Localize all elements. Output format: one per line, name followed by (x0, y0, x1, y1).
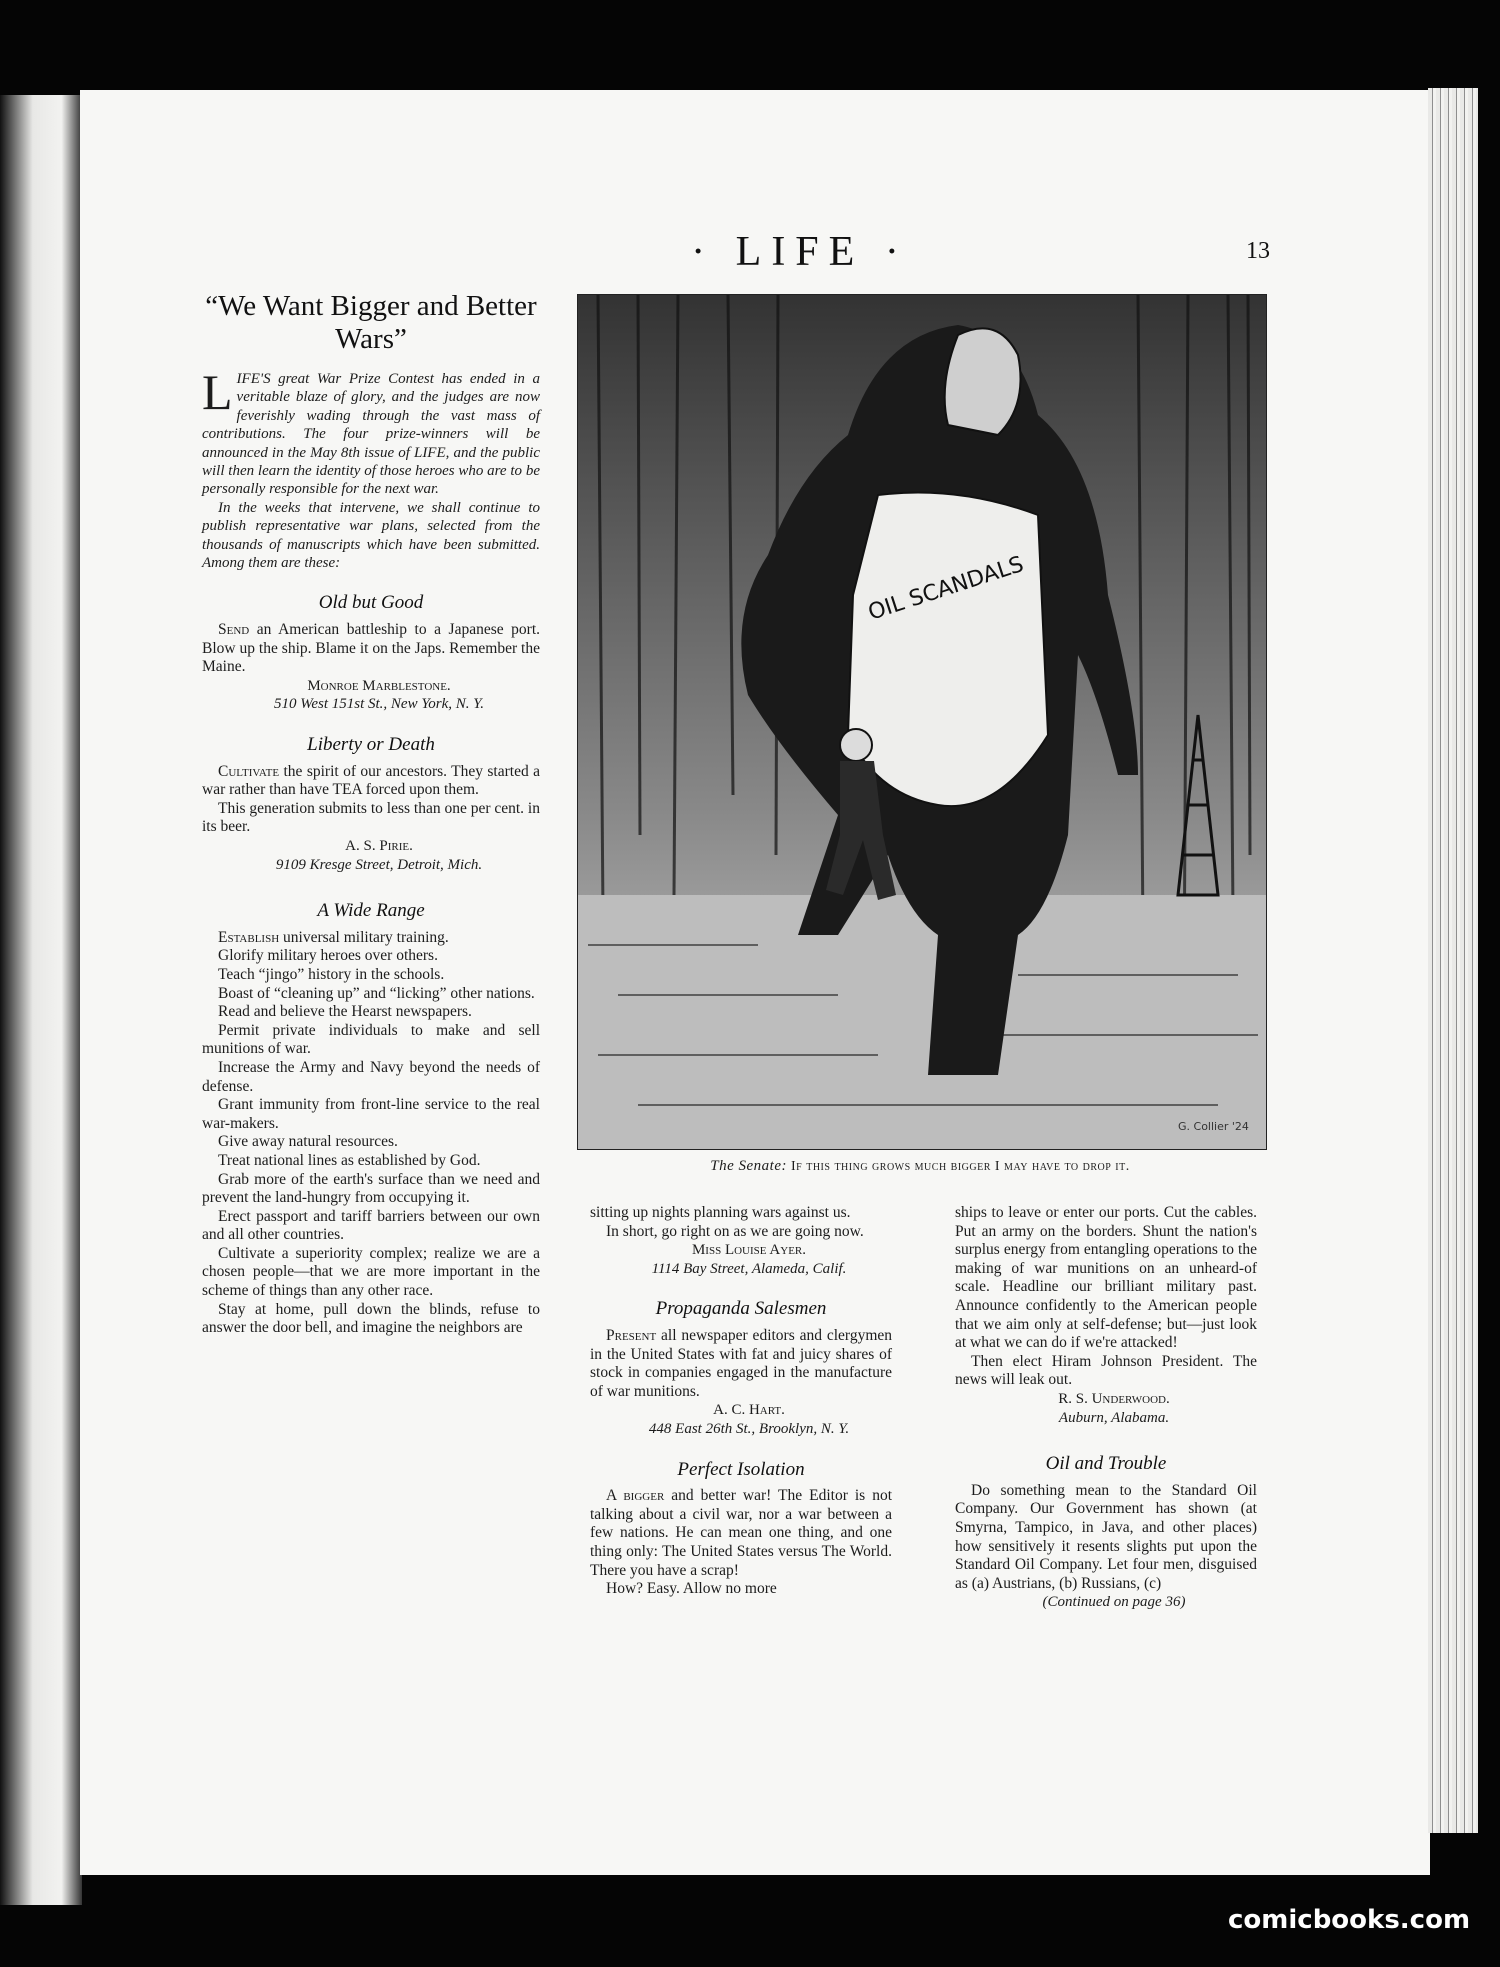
author-ayer: Miss Louise Ayer. (691, 1242, 807, 1259)
heading-wide-range: A Wide Range (317, 900, 425, 922)
apron-text: OIL SCANDALS (865, 551, 1027, 626)
masthead: · LIFE · (691, 229, 909, 275)
author-pirie: A. S. Pirie. (345, 838, 413, 854)
continued-note: (Continued on page 36) (1042, 1594, 1186, 1611)
address-pirie: 9109 Kresge Street, Detroit, Mich. (275, 856, 483, 873)
entry-wide-range-line: Treat national lines as established by God. (218, 1151, 481, 1169)
entry-liberty-body-2: This generation submits to less than one per cent. in its beer. (202, 799, 540, 836)
left-page-edge (0, 95, 82, 1905)
cartoon-drawing (578, 295, 1266, 1149)
entry-wide-range-line: Glorify military heroes over others. (218, 947, 438, 965)
entry-liberty-or-death: Cultivate the spirit of our ancestors. They started a war rather than have TEA forced upon them. (202, 762, 540, 799)
caption-text: If this thing grows much bigger I may have to drop it. (791, 1159, 1130, 1174)
entry-wide-range-line: Boast of “cleaning up” and “licking” other nations. (218, 984, 535, 1002)
page-number: 13 (1246, 238, 1270, 264)
entry-isolation: A bigger and better war! The Editor is not talking about a civil war, nor a war between a few nations. He can mean one thing, and one thing only: The United States versus The World. There you have a scrap! (590, 1487, 893, 1579)
intro-paragraph: LIFE'S great War Prize Contest has ended in a veritable blaze of glory, and the judges are now feverishly wading through the vast mass of contributions. The four prize-winners will be announced in the May 8th issue of LIFE, and the public will then learn the identity of those heroes who are to be personally responsible for the next war. (202, 364, 540, 498)
caption-speaker: The Senate: (710, 1158, 787, 1174)
author-marblestone: Monroe Marblestone. (307, 677, 451, 694)
entry-isolation-2: How? Easy. Allow no more (606, 1580, 777, 1598)
middle-column (590, 1204, 892, 1599)
entry-wide-range-line: Read and believe the Hearst newspapers. (218, 1003, 472, 1021)
cartoon-illustration (577, 294, 1267, 1150)
entry-oil-trouble: Do something mean to the Standard Oil Company. Our Government has shown (at Smyrna, Tampico, in Java, and other places) how sensitively it resents slights put upon the Standard Oil Company. Let four men, disguised as (a) Austrians, (b) Russians, (c) (955, 1481, 1257, 1592)
heading-isolation: Perfect Isolation (677, 1458, 805, 1480)
entry-wide-range-line: Give away natural resources. (218, 1133, 398, 1151)
entry-wide-range-line: Establish universal military training. (218, 928, 449, 946)
entry-old-but-good: Send an American battleship to a Japanese port. Blow up the ship. Blame it on the Japs. Remember the Maine. (202, 621, 540, 676)
entry-propaganda: Present all newspaper editors and clergymen in the United States with fat and juicy shares of stock in companies engaged in the manufacture of war munitions. (590, 1326, 892, 1400)
heading-liberty-or-death: Liberty or Death (307, 734, 435, 756)
entry-wide-range-line: Stay at home, pull down the blinds, refuse to answer the door bell, and imagine the neighbors are (202, 1300, 540, 1337)
address-marblestone: 510 West 151st St., New York, N. Y. (273, 696, 485, 713)
entry-isolation-cont: ships to leave or enter our ports. Cut the cables. Put an army on the borders. Shunt the nation's surplus energy from entangling operations to the making of war munitions on an unheard-of scale. Headline our brilliant military past. Announce confidently to the American people that we aim only at self-defense; but—just look at what we can do if we're attacked! (955, 1204, 1257, 1352)
entry-wide-range-line: Grab more of the earth's surface than we need and prevent the land-hungry from occupying it. (202, 1170, 540, 1207)
entry-wide-range-cont: sitting up nights planning wars against us. (590, 1204, 851, 1221)
intro-paragraph-2: In the weeks that intervene, we shall continue to publish representative war plans, selected from the thousands of manuscripts which have been submitted. Among them are these: (202, 499, 540, 572)
drop-cap: L (202, 364, 233, 420)
address-ayer: 1114 Bay Street, Alameda, Calif. (651, 1260, 847, 1277)
cartoon-caption (560, 1158, 1280, 1175)
entry-wide-range-line: Erect passport and tariff barriers between our own and all other countries. (202, 1207, 540, 1244)
entry-wide-range-cont-2: In short, go right on as we are going now. (606, 1222, 864, 1240)
page-stack-edge (1428, 88, 1478, 1833)
entry-wide-range-line: Grant immunity from front-line service to the real war-makers. (202, 1096, 540, 1132)
entry-wide-range-line: Permit private individuals to make and sell munitions of war. (202, 1021, 540, 1058)
address-hart: 448 East 26th St., Brooklyn, N. Y. (648, 1420, 850, 1437)
entry-wide-range-line: Cultivate a superiority complex; realize we are a chosen people—that we are more important in the scheme of things than any other race. (202, 1244, 540, 1300)
entry-wide-range-line: Increase the Army and Navy beyond the needs of defense. (202, 1058, 540, 1095)
author-underwood: R. S. Underwood. (1058, 1390, 1170, 1407)
watermark: comicbooks.com (1228, 1905, 1471, 1935)
entry-isolation-cont-2: Then elect Hiram Johnson President. The news will leak out. (955, 1352, 1257, 1389)
left-column (202, 290, 540, 1338)
author-hart: A. C. Hart. (713, 1402, 785, 1419)
heading-propaganda: Propaganda Salesmen (655, 1298, 827, 1320)
heading-old-but-good: Old but Good (318, 592, 424, 614)
heading-oil-trouble: Oil and Trouble (1045, 1453, 1167, 1475)
address-underwood: Auburn, Alabama. (1058, 1409, 1170, 1426)
article-title: “We Want Bigger and Better Wars” (205, 290, 537, 355)
artist-signature: G. Collier '24 (1178, 1120, 1249, 1133)
entry-wide-range-line: Teach “jingo” history in the schools. (218, 965, 445, 983)
right-column (955, 1204, 1257, 1612)
